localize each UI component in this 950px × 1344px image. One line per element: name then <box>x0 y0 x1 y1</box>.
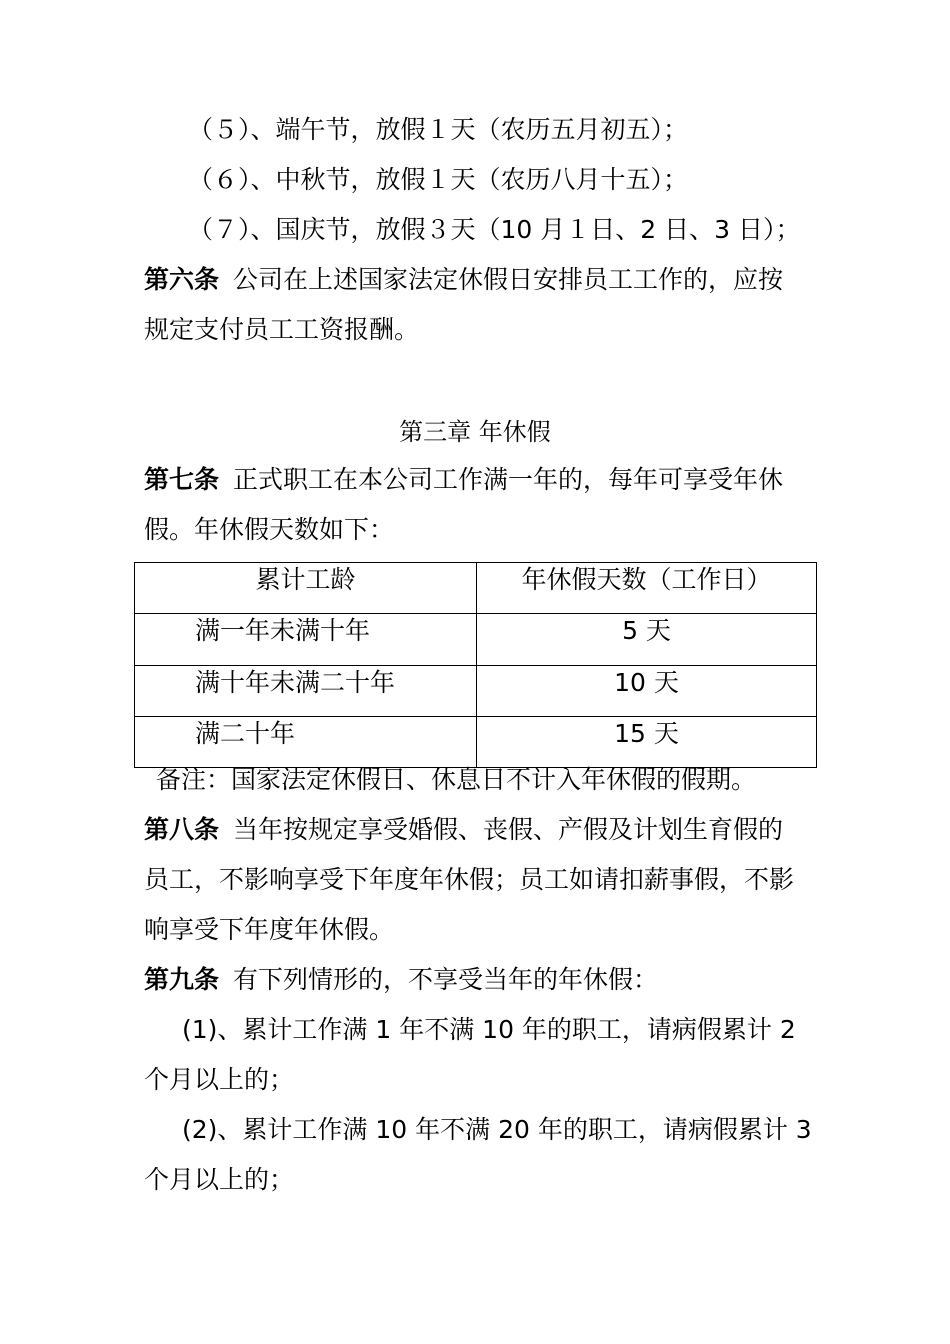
article-9-label: 第九条 <box>144 965 220 994</box>
article-8-line-1 <box>144 812 950 848</box>
leave-days-cell: 5 天 <box>477 614 817 665</box>
article-7-line-1 <box>144 462 950 498</box>
table-row <box>135 716 817 767</box>
seniority-cell: 满二十年 <box>135 716 477 767</box>
header-leave-days: 年休假天数（工作日） <box>477 563 817 614</box>
article-6-line-2: 规定支付员工工资报酬。 <box>144 315 420 344</box>
seniority-cell: 满十年未满二十年 <box>135 665 477 716</box>
article-6-line-1 <box>144 262 950 298</box>
article-7-text-1: 正式职工在本公司工作满一年的，每年可享受年休 <box>233 465 784 494</box>
table-row <box>135 665 817 716</box>
table-note: 备注：国家法定休假日、休息日不计入年休假的假期。 <box>156 765 757 794</box>
holiday-item-7: （７）、国庆节，放假３天（10 月１日、2 日、3 日）； <box>188 215 801 244</box>
article-9-item-1-line-2: 个月以上的； <box>144 1065 295 1094</box>
article-9-text-1: 有下列情形的，不享受当年的年休假： <box>233 965 659 994</box>
article-8-line-3: 响享受下年度年休假。 <box>144 915 395 944</box>
table-header-row <box>135 563 817 614</box>
article-9-item-2-line-2: 个月以上的； <box>144 1165 295 1194</box>
table-row <box>135 614 817 665</box>
article-7-label: 第七条 <box>144 465 220 494</box>
article-8-line-2: 员工，不影响享受下年度年休假；员工如请扣薪事假，不影 <box>144 865 795 894</box>
holiday-item-5: （５）、端午节，放假１天（农历五月初五）； <box>188 115 689 144</box>
holiday-item-6: （６）、中秋节，放假１天（农历八月十五）； <box>188 165 689 194</box>
annual-leave-table <box>134 562 817 768</box>
leave-days-cell: 15 天 <box>477 716 817 767</box>
article-8-label: 第八条 <box>144 815 220 844</box>
article-6-text-1: 公司在上述国家法定休假日安排员工工作的，应按 <box>233 265 784 294</box>
article-9-line-1 <box>144 962 950 998</box>
article-9-item-1-line-1: (1)、累计工作满 1 年不满 10 年的职工，请病假累计 2 <box>182 1015 796 1044</box>
seniority-cell: 满一年未满十年 <box>135 614 477 665</box>
article-9-item-2-line-1: (2)、累计工作满 10 年不满 20 年的职工，请病假累计 3 <box>182 1115 812 1144</box>
article-8-text-1: 当年按规定享受婚假、丧假、产假及计划生育假的 <box>233 815 784 844</box>
article-7-line-2: 假。年休假天数如下： <box>144 515 395 544</box>
leave-days-cell: 10 天 <box>477 665 817 716</box>
article-6-label: 第六条 <box>144 265 220 294</box>
header-seniority: 累计工龄 <box>135 563 477 614</box>
chapter-3-title: 第三章 年休假 <box>399 418 551 446</box>
